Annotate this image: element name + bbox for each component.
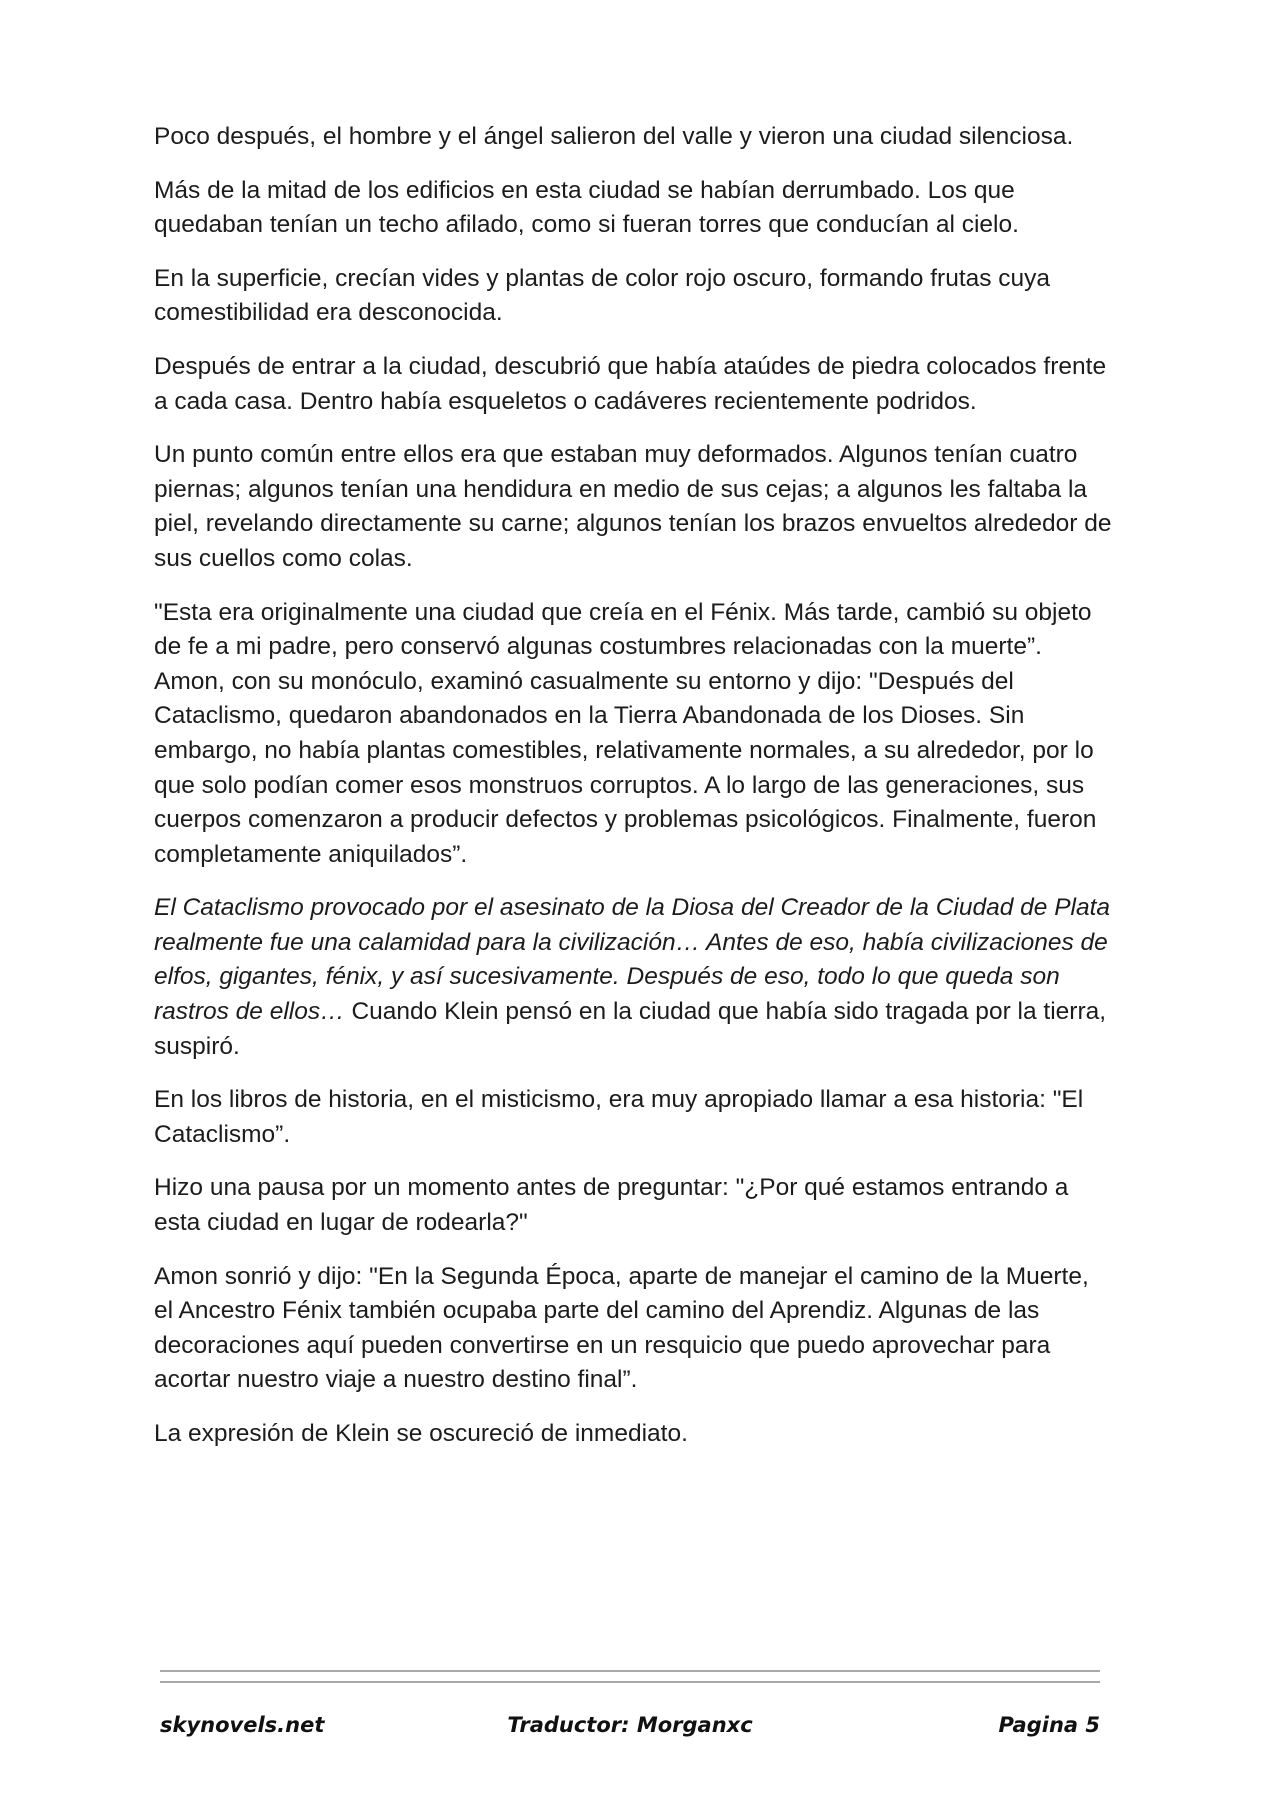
footer-divider-top xyxy=(160,1670,1100,1672)
paragraph: Más de la mitad de los edificios en esta ciudad se habían derrumbado. Los que quedaban tenían un techo afilado, como si fueran torres que conducían al cielo. xyxy=(154,176,1019,239)
italic-thought: El Cataclismo provocado por el asesinato de la Diosa del Creador de la Ciudad de Plata realmente fue una calamidad para la civilización… Antes de eso, había civilizaciones de elfos, gigantes, fénix, y así sucesivamente. Después de eso, todo lo que queda son rastros de ellos… xyxy=(154,894,1111,1026)
page-footer xyxy=(160,1713,1100,1747)
paragraph: El Cataclismo provocado por el asesinato de la Diosa del Creador de la Ciudad de Plata realmente fue una calamidad para la civilización… Antes de eso, había civilizaciones de elfos, gigantes, fénix, y así sucesivamente. Después de eso, todo lo que queda son rastros de ellos… Cuando Klein pensó en la ciudad que había sido tragada por la tierra, suspiró. xyxy=(154,894,1111,1060)
paragraph: Amon sonrió y dijo: "En la Segunda Época, aparte de manejar el camino de la Muerte, el Ancestro Fénix también ocupaba parte del camino del Aprendiz. Algunas de las decoraciones aquí pueden convertirse en un resquicio que puedo aprovechar para acortar nuestro viaje a nuestro destino final”. xyxy=(154,1262,1089,1394)
paragraph: "Esta era originalmente una ciudad que creía en el Fénix. Más tarde, cambió su objeto de fe a mi padre, pero conservó algunas costumbres relacionadas con la muerte”. Amon, con su monóculo, examinó casualmente su entorno y dijo: "Después del Cataclismo, quedaron abandonados en la Tierra Abandonada de los Dioses. Sin embargo, no había plantas comestibles, relativamente normales, a su alrededor, por lo que solo podían comer esos monstruos corruptos. A lo largo de las generaciones, sus cuerpos comenzaron a producir defectos y problemas psicológicos. Finalmente, fueron completamente aniquilados”. xyxy=(154,598,1097,868)
paragraph: Después de entrar a la ciudad, descubrió que había ataúdes de piedra colocados frente a cada casa. Dentro había esqueletos o cadáveres recientemente podridos. xyxy=(154,352,1107,415)
paragraph: En los libros de historia, en el misticismo, era muy apropiado llamar a esa historia: "El Cataclismo”. xyxy=(154,1086,1084,1148)
paragraph: Un punto común entre ellos era que estaban muy deformados. Algunos tenían cuatro piernas; algunos tenían una hendidura en medio de sus cejas; a algunos les faltaba la piel, revelando directamente su carne; algunos tenían los brazos envueltos alrededor de sus cuellos como colas. xyxy=(154,441,1112,572)
footer-translator: Traductor: Morganxc xyxy=(507,1713,753,1737)
paragraph: La expresión de Klein se oscureció de inmediato. xyxy=(154,1420,688,1447)
paragraph: Hizo una pausa por un momento antes de preguntar: "¿Por qué estamos entrando a esta ciudad en lugar de rodearla?" xyxy=(154,1174,1069,1237)
footer-divider-bottom xyxy=(160,1681,1100,1683)
paragraph: Poco después, el hombre y el ángel salieron del valle y vieron una ciudad silenciosa. xyxy=(154,123,1074,150)
paragraph: En la superficie, crecían vides y plantas de color rojo oscuro, formando frutas cuya comestibilidad era desconocida. xyxy=(154,264,1051,327)
footer-page-number: Pagina 5 xyxy=(998,1713,1100,1737)
chapter-body xyxy=(154,120,1114,1471)
footer-site: skynovels.net xyxy=(160,1713,325,1737)
